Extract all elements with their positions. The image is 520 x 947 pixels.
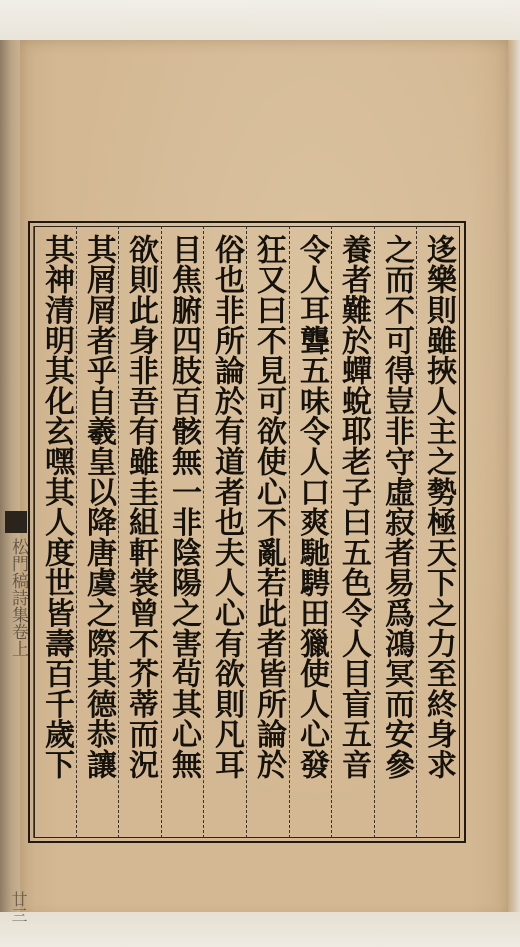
text-column-10 xyxy=(36,226,76,838)
text-column-2 xyxy=(376,226,416,838)
text-column-5 xyxy=(248,226,288,838)
column-rule xyxy=(374,226,375,838)
text-column-1 xyxy=(418,226,458,838)
text-column-6 xyxy=(206,226,246,838)
column-text: 目焦腑四肢百骸無一非陰陽之害茍其心無 xyxy=(166,234,201,780)
column-text: 欲則此身非吾有雖圭組軒裳曾不芥蒂而況 xyxy=(123,234,158,780)
text-column-7 xyxy=(163,226,203,838)
column-rule xyxy=(289,226,290,838)
column-rule xyxy=(161,226,162,838)
column-rule xyxy=(118,226,119,838)
column-text: 令人耳聾五味令人口爽馳騁田獵使人心發 xyxy=(294,234,329,780)
column-text: 俗也非所論於有道者也夫人心有欲則凡耳 xyxy=(209,234,244,780)
column-text: 養者難於蟬蛻耶老子曰五色令人目盲五音 xyxy=(336,234,371,780)
column-rule xyxy=(331,226,332,838)
column-rule xyxy=(416,226,417,838)
banxin-page-number: 廿三 xyxy=(9,891,28,923)
column-text: 之而不可得豈非守虛寂者易爲鴻冥而安參 xyxy=(379,234,414,780)
text-column-3 xyxy=(333,226,373,838)
column-text: 迻樂則雖挾人主之勢極天下之力至終身求 xyxy=(421,234,456,780)
text-column-9 xyxy=(78,226,118,838)
column-text: 狂又曰不見可欲使心不亂若此者皆所論於 xyxy=(251,234,286,780)
bottom-margin xyxy=(0,912,520,947)
column-text: 其屑屑者乎自羲皇以降唐虞之際其德恭讓 xyxy=(81,234,116,780)
column-text: 其神清明其化玄嘿其人度世皆壽百千歲下 xyxy=(39,234,74,780)
next-page-edge xyxy=(508,40,520,918)
text-column-4 xyxy=(291,226,331,838)
column-rule xyxy=(203,226,204,838)
text-column-8 xyxy=(120,226,160,838)
banxin xyxy=(1,226,33,923)
column-rule xyxy=(246,226,247,838)
banxin-title: 松門稿詩集卷上 xyxy=(8,538,28,657)
banxin-divider xyxy=(33,226,34,838)
fish-tail-mark xyxy=(5,511,27,533)
column-rule xyxy=(76,226,77,838)
